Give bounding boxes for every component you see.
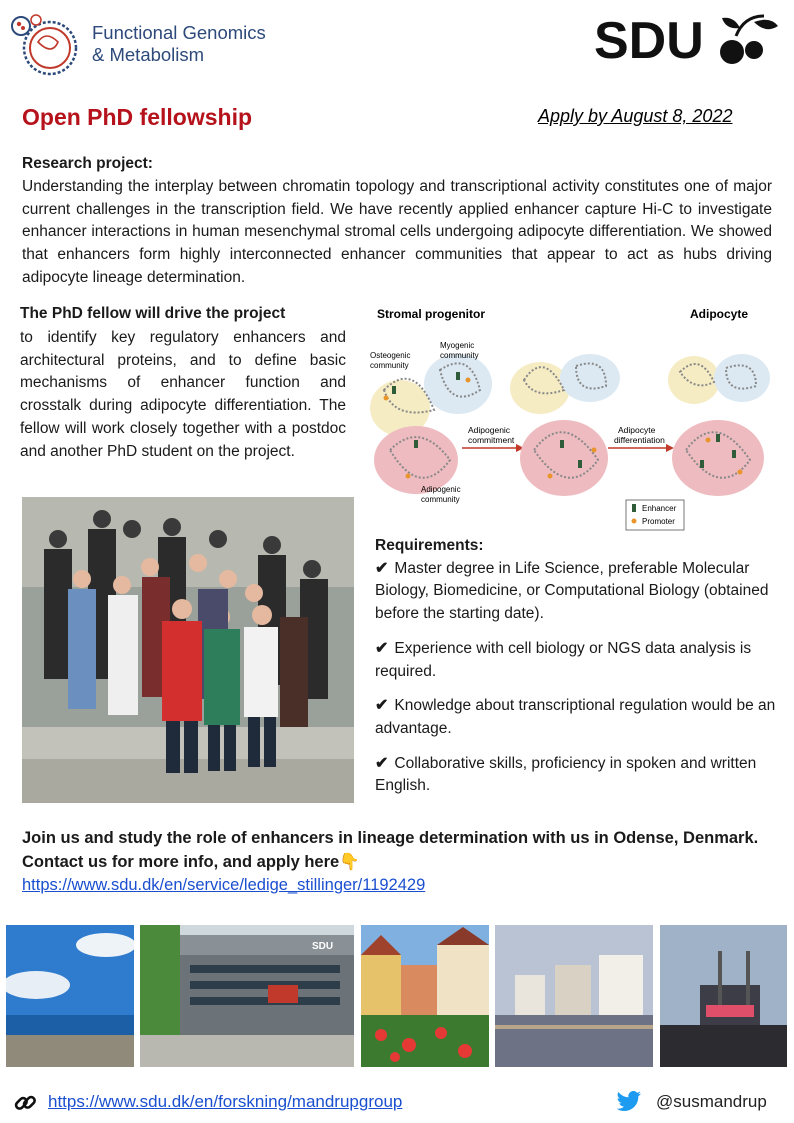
group-website-link[interactable]: https://www.sdu.dk/en/forskning/mandrupgroup	[48, 1092, 403, 1111]
org-name-line2: & Metabolism	[92, 44, 205, 65]
group-photo	[22, 497, 354, 803]
legend-enhancer: Enhancer	[642, 504, 677, 513]
twitter-handle: @susmandrup	[656, 1092, 767, 1111]
diagram-label-left: Stromal progenitor	[377, 307, 486, 321]
apply-link[interactable]: https://www.sdu.dk/en/service/ledige_stillinger/1192429	[22, 876, 426, 894]
building-sign: SDU	[312, 941, 334, 952]
fgm-logo	[8, 12, 88, 76]
research-text: Understanding the interplay between chromatin topology and transcriptional activity constitutes one of major current challenges in the transcription field. We have recently applied enhancer capture Hi-C to investigate enhancer interactions in human mesenchymal stromal cells undergoing adipocyte differentiation. We showed that enhancers form highly interconnected enhancer communities that appear to act as hubs driving adipocyte lineage determination.	[22, 178, 772, 286]
org-name-line1: Functional Genomics	[92, 22, 266, 43]
deadline: Apply by August 8, 2022	[538, 106, 733, 126]
arrow1-label-2: commitment	[468, 435, 515, 445]
concert-photo	[660, 925, 787, 1067]
requirement-text: Collaborative skills, proficiency in spoken and written English.	[375, 754, 757, 795]
osteogenic-label-1: Osteogenic	[370, 351, 411, 360]
arrow2-label-2: differentiation	[614, 435, 665, 445]
arrow1-label-1: Adipogenic	[468, 425, 511, 435]
org-name	[92, 22, 266, 66]
research-heading: Research project:	[22, 155, 153, 172]
phd-heading: The PhD fellow will drive the project	[20, 305, 286, 322]
diagram-label-right: Adipocyte	[690, 307, 749, 321]
adipogenic-label-1: Adipogenic	[421, 485, 461, 494]
legend-promoter: Promoter	[642, 517, 675, 526]
myogenic-label-1: Myogenic	[440, 341, 475, 350]
enhancer-diagram	[364, 300, 784, 535]
requirement-item	[375, 695, 780, 740]
osteogenic-label-2: community	[370, 361, 409, 370]
requirement-text: Experience with cell biology or NGS data analysis is required.	[375, 639, 752, 680]
check-icon: ✔	[375, 559, 389, 577]
odense-houses-photo	[361, 925, 489, 1067]
harbour-photo	[495, 925, 653, 1067]
requirement-item	[375, 638, 780, 683]
check-icon: ✔	[375, 639, 389, 657]
join-text: Join us and study the role of enhancers in lineage determination with us in Odense, Denmark. Contact us for more info, and apply here👇	[22, 829, 759, 871]
sdu-logo-text: SDU	[594, 12, 704, 68]
check-icon: ✔	[375, 697, 389, 715]
requirement-text: Knowledge about transcriptional regulation would be an advantage.	[375, 697, 776, 737]
requirements	[375, 535, 780, 810]
myogenic-label-2: community	[440, 351, 479, 360]
check-icon: ✔	[375, 754, 389, 772]
requirement-item	[375, 753, 780, 798]
requirements-heading: Requirements:	[375, 537, 484, 554]
myogenic-blob	[424, 354, 492, 414]
requirement-item	[375, 558, 780, 626]
adipogenic-label-2: community	[421, 495, 460, 504]
university-building-photo	[140, 925, 354, 1067]
requirement-text: Master degree in Life Science, preferable Molecular Biology, Biomedicine, or Computational Biology (obtained before the starting date).	[375, 559, 769, 623]
page-title: Open PhD fellowship	[22, 104, 253, 130]
link-icon	[12, 1090, 38, 1116]
phd-text: to identify key regulatory enhancers and architectural proteins, and to define basic mechanisms of enhancer function and crosstalk during adipocyte differentiation. The fellow will work closely together with a postdoc and another PhD student on the project.	[20, 329, 346, 460]
arrow2-label-1: Adipocyte	[618, 425, 656, 435]
sdu-logo	[594, 8, 780, 68]
twitter-icon	[616, 1090, 642, 1114]
beach-photo	[6, 925, 134, 1067]
